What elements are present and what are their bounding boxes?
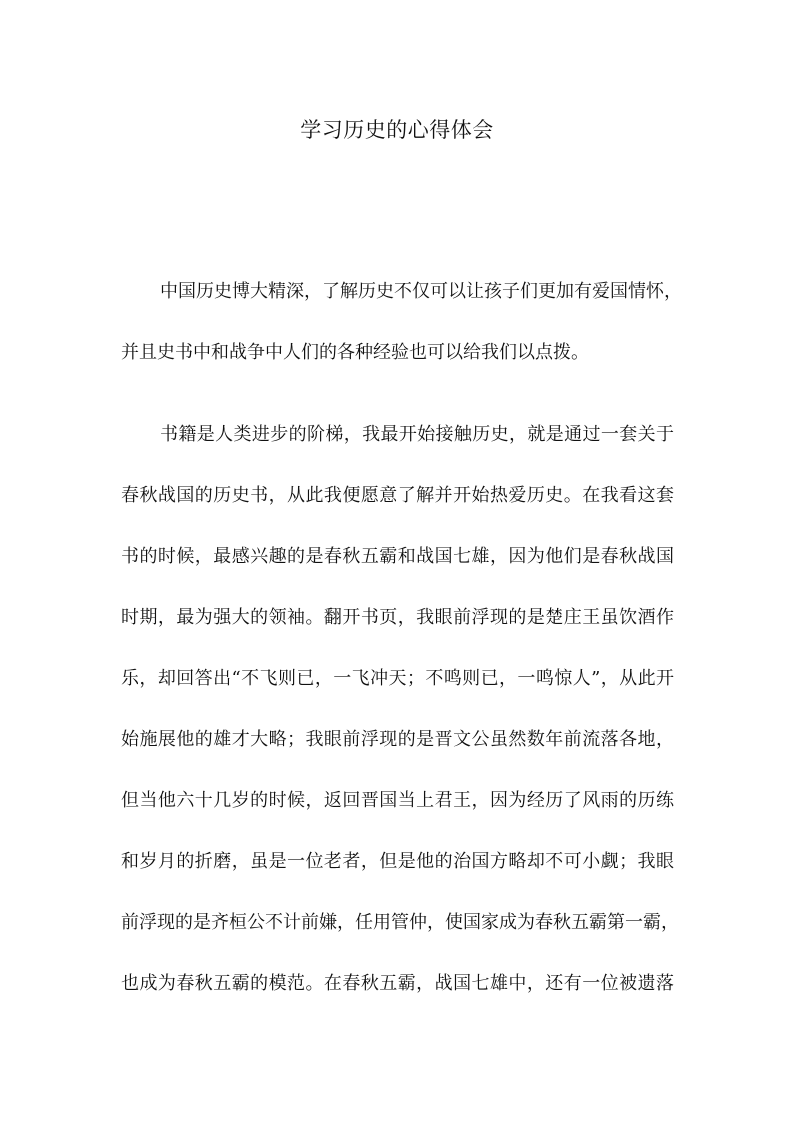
paragraph-line: 始施展他的雄才大略；我眼前浮现的是晋文公虽然数年前流落各地， bbox=[121, 729, 674, 750]
paragraph-line: 书籍是人类进步的阶梯，我最开始接触历史，就是通过一套关于 bbox=[160, 424, 674, 445]
paragraph-line: 时期，最为强大的领袖。翻开书页，我眼前浮现的是楚庄王虽饮酒作 bbox=[121, 607, 674, 628]
paragraph-line: 中国历史博大精深，了解历史不仅可以让孩子们更加有爱国情怀， bbox=[160, 281, 682, 302]
paragraph-line: 和岁月的折磨，虽是一位老者，但是他的治国方略却不可小觑；我眼 bbox=[121, 851, 674, 872]
document-title: 学习历史的心得体会 bbox=[300, 118, 494, 142]
paragraph-line: 春秋战国的历史书，从此我便愿意了解并开始热爱历史。在我看这套 bbox=[121, 485, 674, 506]
paragraph-line: 也成为春秋五霸的模范。在春秋五霸，战国七雄中，还有一位被遗落 bbox=[121, 973, 674, 994]
paragraph-line: 并且史书中和战争中人们的各种经验也可以给我们以点拨。 bbox=[121, 342, 589, 363]
paragraph-line: 前浮现的是齐桓公不计前嫌，任用管仲，使国家成为春秋五霸第一霸， bbox=[121, 912, 679, 933]
paragraph-line: 书的时候，最感兴趣的是春秋五霸和战国七雄，因为他们是春秋战国 bbox=[121, 546, 674, 567]
paragraph-line: 但当他六十几岁的时候，返回晋国当上君王，因为经历了风雨的历练 bbox=[121, 790, 674, 811]
paragraph-line: 乐，却回答出“不飞则已，一飞冲天；不鸣则已，一鸣惊人”，从此开 bbox=[121, 668, 674, 689]
